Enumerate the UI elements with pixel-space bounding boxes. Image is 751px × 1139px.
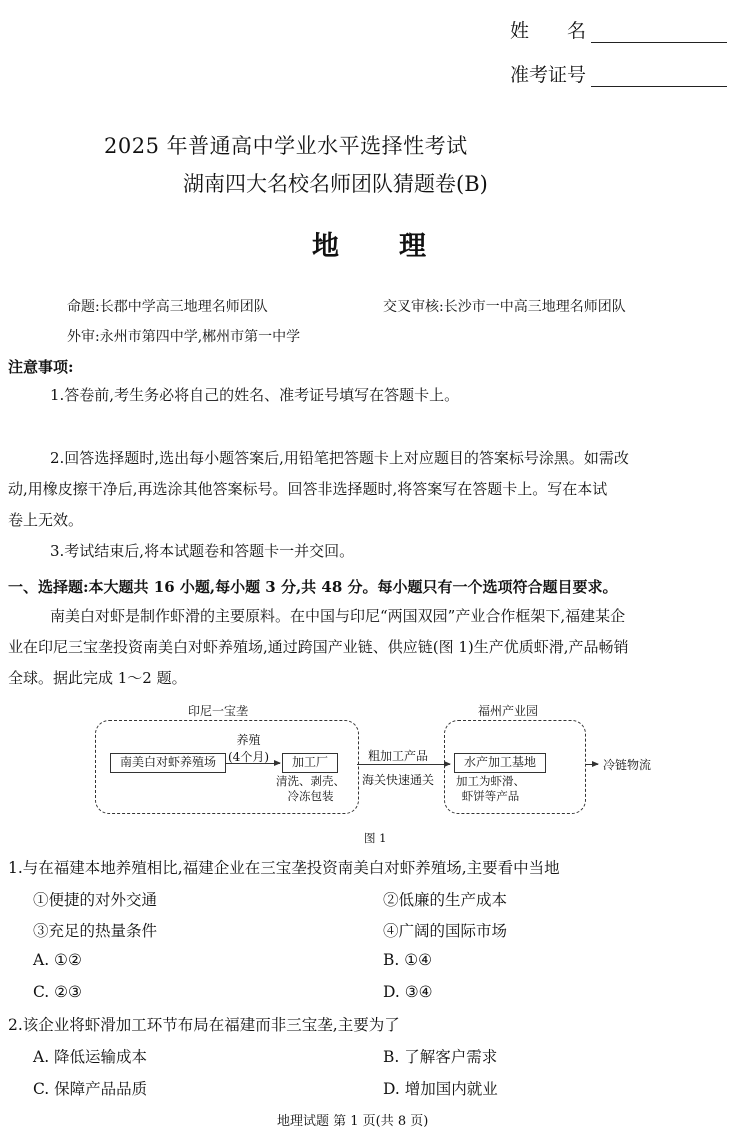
q1-option-a[interactable]: A. ①② xyxy=(33,951,82,969)
q1-stem: 1.与在福建本地养殖相比,福建企业在三宝垄投资南美白对虾养殖场,主要看中当地 xyxy=(8,859,560,877)
transit-label: 粗加工产品 海关快速通关 xyxy=(362,749,435,787)
farm-box: 南美白对虾养殖场 xyxy=(110,753,226,773)
section1-intro-line1: 南美白对虾是制作虾滑的主要原料。在中国与印尼“两国双园”产业合作框架下,福建某企 xyxy=(50,607,626,625)
name-label: 姓 名 xyxy=(510,20,587,42)
exam-id-blank[interactable] xyxy=(591,66,727,87)
harvest-label: 养殖 (4个月) xyxy=(228,733,269,764)
q1-statement-4: ④广阔的国际市场 xyxy=(383,922,508,940)
section1-intro-line3: 全球。据此完成 1～2 题。 xyxy=(8,669,187,687)
q2-option-c[interactable]: C. 保障产品品质 xyxy=(33,1080,148,1098)
logistics-label: 冷链物流 xyxy=(603,758,652,772)
q2-option-d[interactable]: D. 增加国内就业 xyxy=(383,1080,498,1098)
exam-id-label: 准考证号 xyxy=(510,64,587,86)
arrow-transit xyxy=(357,764,450,765)
factory-box: 加工厂 xyxy=(282,753,338,773)
credit-author: 命题:长郡中学高三地理名师团队 xyxy=(67,299,268,315)
notice-item-1: 1.答卷前,考生务必将自己的姓名、准考证号填写在答题卡上。 xyxy=(50,386,460,404)
q2-stem: 2.该企业将虾滑加工环节布局在福建而非三宝垄,主要为了 xyxy=(8,1016,400,1034)
group-right-label: 福州产业园 xyxy=(478,704,539,718)
q2-option-a[interactable]: A. 降低运输成本 xyxy=(33,1048,148,1066)
factory-note: 清洗、剥壳、 冷冻包装 xyxy=(276,774,345,803)
section1-intro-line2: 业在印尼三宝垄投资南美白对虾养殖场,通过跨国产业链、供应链(图 1)生产优质虾滑,产品畅销 xyxy=(8,638,629,656)
q1-statement-2: ②低廉的生产成本 xyxy=(383,891,508,909)
notice-item-2-line2: 动,用橡皮擦干净后,再选涂其他答案标号。回答非选择题时,将答案写在答题卡上。写在本试 xyxy=(8,480,608,498)
exam-title-line2: 湖南四大名校名师团队猜题卷(B) xyxy=(183,172,488,196)
notice-heading: 注意事项: xyxy=(8,358,74,376)
notice-item-3: 3.考试结束后,将本试题卷和答题卡一并交回。 xyxy=(50,542,355,560)
q1-option-d[interactable]: D. ③④ xyxy=(383,983,433,1001)
section1-heading: 一、选择题:本大题共 16 小题,每小题 3 分,共 48 分。每小题只有一个选项符合题目要求。 xyxy=(8,578,618,596)
group-left-label: 印尼一宝垄 xyxy=(188,704,249,718)
q1-option-c[interactable]: C. ②③ xyxy=(33,983,82,1001)
processing-base-note: 加工为虾滑、 虾饼等产品 xyxy=(456,774,525,803)
exam-id-field xyxy=(510,60,727,87)
q2-option-b[interactable]: B. 了解客户需求 xyxy=(383,1048,498,1066)
q1-statement-3: ③充足的热量条件 xyxy=(33,922,158,940)
exam-title-line1: 2025 年普通高中学业水平选择性考试 xyxy=(104,134,468,158)
processing-base-box: 水产加工基地 xyxy=(454,753,546,773)
figure-caption: 图 1 xyxy=(364,831,387,845)
arrow-farm-to-factory xyxy=(226,763,280,764)
name-field xyxy=(510,16,727,43)
arrow-to-logistics xyxy=(586,764,598,765)
name-blank[interactable] xyxy=(591,22,727,43)
notice-item-2-line1: 2.回答选择题时,选出每小题答案后,用铅笔把答题卡上对应题目的答案标号涂黑。如需改 xyxy=(50,449,629,467)
credit-external-review: 外审:永州市第四中学,郴州市第一中学 xyxy=(67,329,301,345)
subject-title: 地 理 xyxy=(312,231,428,262)
q1-option-b[interactable]: B. ①④ xyxy=(383,951,433,969)
credit-cross-review: 交叉审核:长沙市一中高三地理名师团队 xyxy=(383,299,626,315)
page-footer: 地理试题 第 1 页(共 8 页) xyxy=(277,1114,429,1129)
q1-statement-1: ①便捷的对外交通 xyxy=(33,891,158,909)
notice-item-2-line3: 卷上无效。 xyxy=(8,511,84,529)
